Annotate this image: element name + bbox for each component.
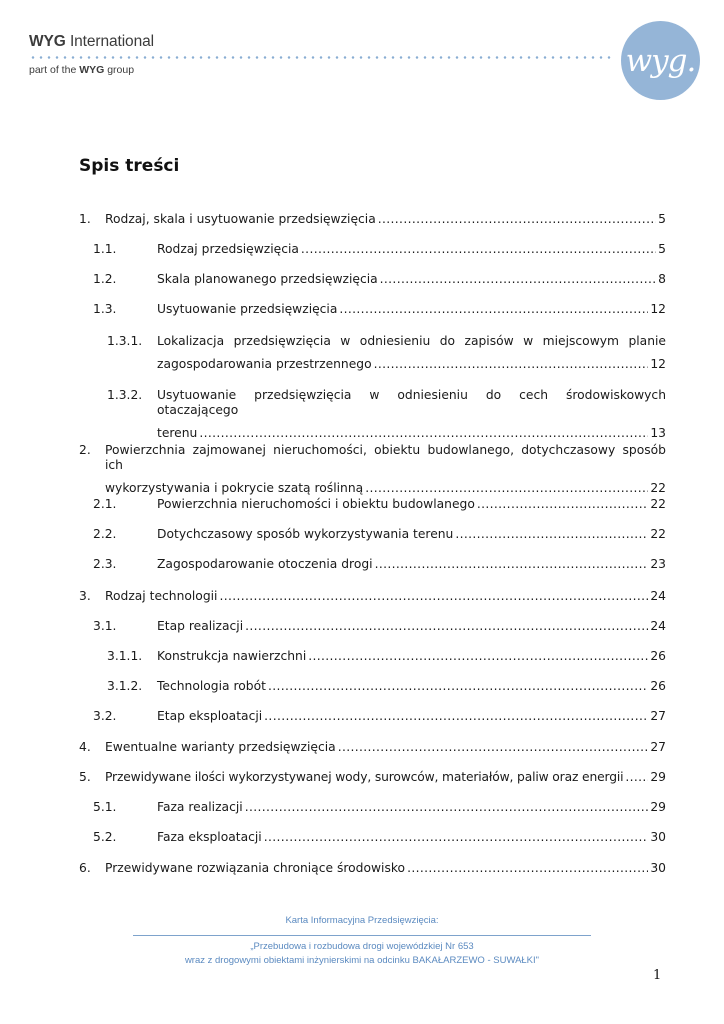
brand-name-rest: International [65,33,154,50]
toc-entry-number: 3.1.1. [107,649,143,663]
toc-entry[interactable] [79,589,666,604]
dot-leader [374,357,649,372]
dot-leader [245,619,648,634]
dot-leader [199,426,648,441]
toc-entry[interactable] [79,619,666,634]
toc-entry-number: 5. [79,770,91,784]
toc-entry-title: Konstrukcja nawierzchni [157,649,307,663]
footer-project-line1: „Przebudowa i rozbudowa drogi wojewódzkiej Nr 653 [250,941,474,952]
dot-leader [365,481,648,496]
toc-entry[interactable] [79,212,666,227]
dot-leader [378,212,656,227]
toc-entry[interactable] [79,557,666,572]
tagline-bold: WYG [79,64,105,76]
toc-entry-number: 2. [79,443,91,457]
toc-entry-page: 26 [650,679,666,693]
toc-entry-number: 3.2. [93,709,117,723]
toc-entry-number: 1.1. [93,242,117,256]
dot-leader [380,272,657,287]
toc-entry[interactable] [79,443,666,496]
toc-entry-page: 27 [650,709,666,723]
toc-entry-page: 12 [650,302,666,316]
toc-entry-title: Faza eksploatacji [157,830,262,844]
toc-entry-title-line1: Lokalizacja przedsięwzięcia w odniesieniu do zapisów w miejscowym planie [157,334,666,348]
toc-entry-page: 13 [650,426,666,440]
toc-entry-title: Technologia robót [157,679,266,693]
toc-entry[interactable] [79,649,666,664]
dot-leader [264,830,649,845]
toc-entry-number: 1.3.2. [107,388,143,402]
dot-leader [338,740,649,755]
toc-entry[interactable] [79,334,666,372]
toc-entry[interactable] [79,770,666,785]
logo-text: wyg. [625,42,696,79]
toc-entry-title: Skala planowanego przedsięwzięcia [157,272,378,286]
dot-leader [264,709,648,724]
toc-entry-number: 5.1. [93,800,117,814]
wyg-logo [621,21,700,100]
toc-entry-page: 24 [650,589,666,603]
dot-leader [339,302,648,317]
toc-entry-page: 8 [658,272,666,286]
toc-entry-number: 3. [79,589,91,603]
toc-entry-title: Usytuowanie przedsięwzięcia [157,302,338,316]
toc-entry-title: Rodzaj przedsięwzięcia [157,242,299,256]
toc-entry[interactable] [79,709,666,724]
toc-entry-page: 23 [650,557,666,571]
toc-entry-page: 22 [650,527,666,541]
toc-entry-number: 1. [79,212,91,226]
page-number: 1 [653,968,662,983]
footer-title: Karta Informacyjna Przedsięwzięcia: [285,915,439,926]
toc-entry-title-line2: wykorzystywania i pokrycie szatą roślinną [105,481,364,495]
dot-leader [301,242,656,257]
dot-leader [455,527,648,542]
toc-entry-title: Powierzchnia nieruchomości i obiektu budowlanego [157,497,475,511]
toc-entry-page: 29 [650,800,666,814]
tagline-prefix: part of the [29,64,80,76]
toc-entry-number: 4. [79,740,91,754]
dot-leader [407,861,648,876]
toc-entry-number: 2.1. [93,497,117,511]
toc-entry-title-line1: Powierzchnia zajmowanej nieruchomości, obiektu budowlanego, dotychczasowy sposób ich [105,443,666,472]
toc-entry-page: 27 [650,740,666,754]
toc-heading: Spis treści [79,156,180,176]
footer-project-line2: wraz z drogowymi obiektami inżynierskimi na odcinku BAKAŁARZEWO - SUWAŁKI" [184,955,540,966]
toc-entry[interactable] [79,800,666,815]
toc-entry[interactable] [79,679,666,694]
toc-entry-title: Rodzaj technologii [105,589,218,603]
toc-entry[interactable] [79,272,666,287]
brand-tagline [29,64,134,76]
toc-entry-page: 5 [658,242,666,256]
brand-name-bold: WYG [29,33,66,50]
toc-entry-number: 3.1.2. [107,679,143,693]
brand-name [29,33,154,51]
toc-entry-page: 24 [650,619,666,633]
toc-entry-number: 2.2. [93,527,117,541]
dot-leader [308,649,648,664]
toc-entry-number: 2.3. [93,557,117,571]
toc-entry-title: Ewentualne warianty przedsięwzięcia [105,740,336,754]
toc-entry[interactable] [79,830,666,845]
toc-entry-page: 26 [650,649,666,663]
toc-entry[interactable] [79,302,666,317]
dot-leader [268,679,648,694]
toc-entry-number: 6. [79,861,91,875]
toc-entry-page: 29 [650,770,666,784]
toc-entry-title-line1: Usytuowanie przedsięwzięcia w odniesieniu do cech środowiskowych otaczającego [157,388,666,417]
header-dotted-rule [29,56,614,59]
toc-entry-title: Faza realizacji [157,800,243,814]
toc-entry[interactable] [79,242,666,257]
dot-leader [219,589,648,604]
toc-entry-page: 22 [650,497,666,511]
toc-entry-page: 5 [658,212,666,226]
toc-entry[interactable] [79,740,666,755]
toc-entry[interactable] [79,388,666,441]
dot-leader [477,497,648,512]
toc-entry[interactable] [79,527,666,542]
toc-entry-page: 22 [650,481,666,495]
toc-entry-title: Dotychczasowy sposób wykorzystywania terenu [157,527,454,541]
toc-entry[interactable] [79,861,666,876]
toc-entry-title-line2: zagospodarowania przestrzennego [157,357,372,371]
dot-leader [625,770,648,785]
toc-entry-title: Zagospodarowanie otoczenia drogi [157,557,373,571]
toc-entry-title: Rodzaj, skala i usytuowanie przedsięwzięcia [105,212,376,226]
toc-entry-number: 5.2. [93,830,117,844]
toc-entry[interactable] [79,497,666,512]
toc-entry-number: 1.3.1. [107,334,143,348]
toc-entry-number: 1.2. [93,272,117,286]
toc-entry-number: 3.1. [93,619,117,633]
toc-entry-title: Przewidywane ilości wykorzystywanej wody, surowców, materiałów, paliw oraz energii [105,770,624,784]
dot-leader [245,800,649,815]
toc-entry-title: Przewidywane rozwiązania chroniące środowisko [105,861,406,875]
toc-entry-page: 12 [650,357,666,371]
dot-leader [375,557,649,572]
toc-entry-title: Etap realizacji [157,619,244,633]
toc-entry-title: Etap eksploatacji [157,709,263,723]
footer-rule [133,935,591,936]
tagline-suffix: group [104,64,135,76]
toc-entry-page: 30 [650,861,666,875]
toc-entry-number: 1.3. [93,302,117,316]
toc-entry-page: 30 [650,830,666,844]
toc-entry-title-line2: terenu [157,426,198,440]
